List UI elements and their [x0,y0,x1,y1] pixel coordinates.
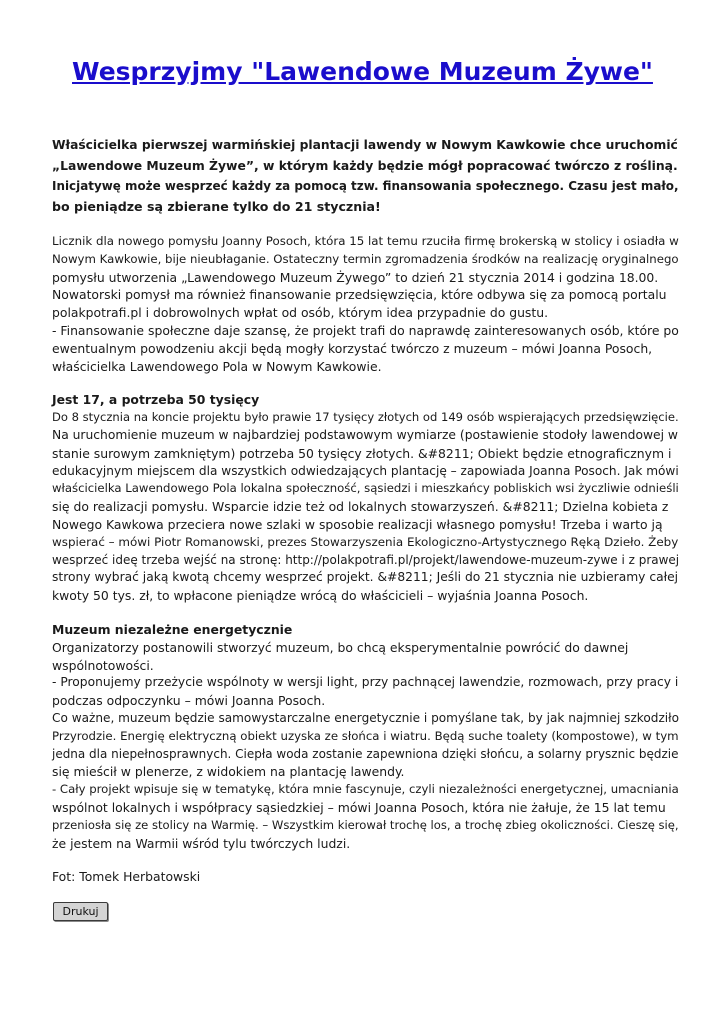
article-body [52,135,682,886]
section-line: Nowego Kawkowa przeciera nowe szlaki w sposobie realizacji własnego pomysłu! Trzeba i warto ją [52,516,663,532]
section-line: się mieścił w plenerze, z widokiem na plantację lawendy. [52,764,405,780]
section-line: - Cały projekt wpisuje się w tematykę, która mnie fascynuje, czyli niezależności energetycznej, umacniania [52,782,679,797]
section-line: kwoty 50 tys. zł, to wpłacone pieniądze wrócą do właścicieli – wyjaśnia Joanna Posoch. [52,588,589,604]
intro-line: Nowym Kawkowie, bije nieubłaganie. Ostateczny termin zgromadzenia środków na realizację oryginalnego [52,251,679,266]
intro-paragraph [52,233,682,375]
section-line: wspólnot lokalnych i współpracy sąsiedzkiej – mówi Joanna Posoch, która nie żałuje, że 15 lat temu [52,799,666,815]
section-line: Do 8 stycznia na koncie projektu było prawie 17 tysięcy złotych od 149 osób wspierających przedsięwzięcie. [52,410,679,425]
section-heading: Muzeum niezależne energetycznie [52,621,293,637]
section-line: wspólnotowości. [52,657,154,673]
section-line: wesprzeć ideę trzeba wejść na stronę: http://polakpotrafi.pl/projekt/lawendowe-muzeum-zywe i z prawej [52,552,680,567]
intro-line: Licznik dla nowego pomysłu Joanny Posoch, która 15 lat temu rzuciła firmę brokerską w stolicy i osiadła w [52,234,679,248]
section-line: Organizatorzy postanowili stworzyć muzeum, bo chcą eksperymentalnie powrócić do dawnej [52,639,629,655]
article-lead [52,135,682,217]
section-line: się do realizacji pomysłu. Wsparcie idzie też od lokalnych stowarzyszeń. &#8211; Dzielna kobieta z [52,499,669,515]
lead-line: „Lawendowe Muzeum Żywe”, w którym każdy będzie mógł popracować twórczo z rośliną. [52,158,678,173]
section-line: właścicielka Lawendowego Pola lokalna społeczność, sąsiedzi i mieszkańcy pobliskich wsi życzliwie odnieśli [52,481,679,496]
section-line: - Proponujemy przeżycie wspólnoty w wersji light, przy pachnącej lawendzie, rozmowach, przy pracy i [52,675,679,690]
intro-line: ewentualnym powodzeniu akcji będą mogły korzystać twórczo z muzeum – mówi Joanna Posoch, [52,340,653,356]
section-line: stanie surowym zamkniętym) potrzeba 50 tysięcy złotych. &#8211; Obiekt będzie etnograficznym i [52,445,672,461]
section-line: że jestem na Warmii wśród tylu twórczych ludzi. [52,835,351,851]
section-line: wspierać – mówi Piotr Romanowski, prezes Stowarzyszenia Ekologiczno-Artystycznego Ręką Dzieło. Żeby [52,534,679,549]
section-line: podczas odpoczynku – mówi Joanna Posoch. [52,693,326,709]
lead-line: Inicjatywę może wesprzeć każdy za pomocą tzw. finansowania społecznego. Czasu jest mało, [52,179,679,193]
print-button[interactable]: Drukuj [53,902,108,921]
intro-line: - Finansowanie społeczne daje szansę, że projekt trafi do naprawdę zainteresowanych osób, które po [52,322,679,338]
section-line: jedna dla niepełnosprawnych. Ciepła woda zostanie zapewniona dzięki słońcu, a solarny prysznic będzie [52,746,679,761]
lead-line: Właścicielka pierwszej warmińskiej plantacji lawendy w Nowym Kawkowie chce uruchomić [52,138,678,152]
article-title-link[interactable]: Wesprzyjmy "Lawendowe Muzeum Żywe" [72,57,653,86]
intro-line: polakpotrafi.pl i dobrowolnych wpłat od osób, którym idea przypadnie do gustu. [52,305,549,321]
section-heading: Jest 17, a potrzeba 50 tysięcy [52,392,260,408]
section-line: edukacyjnym miejscem dla wszystkich odwiedzających plantację – zapowiada Joanna Posoch. Jak mówi [52,463,679,478]
section-funding [52,391,682,605]
section-line: Co ważne, muzeum będzie samowystarczalne energetycznie i pomyślane tak, by jak najmniej szkodziło [52,710,679,725]
intro-line: pomysłu utworzenia „Lawendowego Muzeum Żywego” to dzień 21 stycznia 2014 i godzina 18.00. [52,269,659,285]
section-line: strony wybrać jaką kwotą chcemy wesprzeć projekt. &#8211; Jeśli do 21 stycznia nie uzbieramy całej [52,570,679,585]
section-line: Przyrodzie. Energię elektryczną obiekt uzyska ze słońca i wiatru. Będą suche toalety (kompostowe), w tym [52,728,679,743]
lead-line: bo pieniądze są zbierane tylko do 21 stycznia! [52,198,381,214]
section-energy [52,621,682,852]
section-line: przeniosła się ze stolicy na Warmię. – Wszystkim kierował trochę los, a trochę zbieg okoliczności. Cieszę się, [52,817,679,832]
section-line: Na uruchomienie muzeum w najbardziej podstawowym wymiarze (postawienie stodoły lawendowej w [52,427,678,442]
photo-credit: Fot: Tomek Herbatowski [52,869,201,885]
intro-line: właścicielka Lawendowego Pola w Nowym Kawkowie. [52,358,382,374]
intro-line: Nowatorski pomysł ma również finansowanie przedsięwzięcia, które odbywa się za pomocą portalu [52,287,667,303]
article-title-heading [0,52,725,92]
